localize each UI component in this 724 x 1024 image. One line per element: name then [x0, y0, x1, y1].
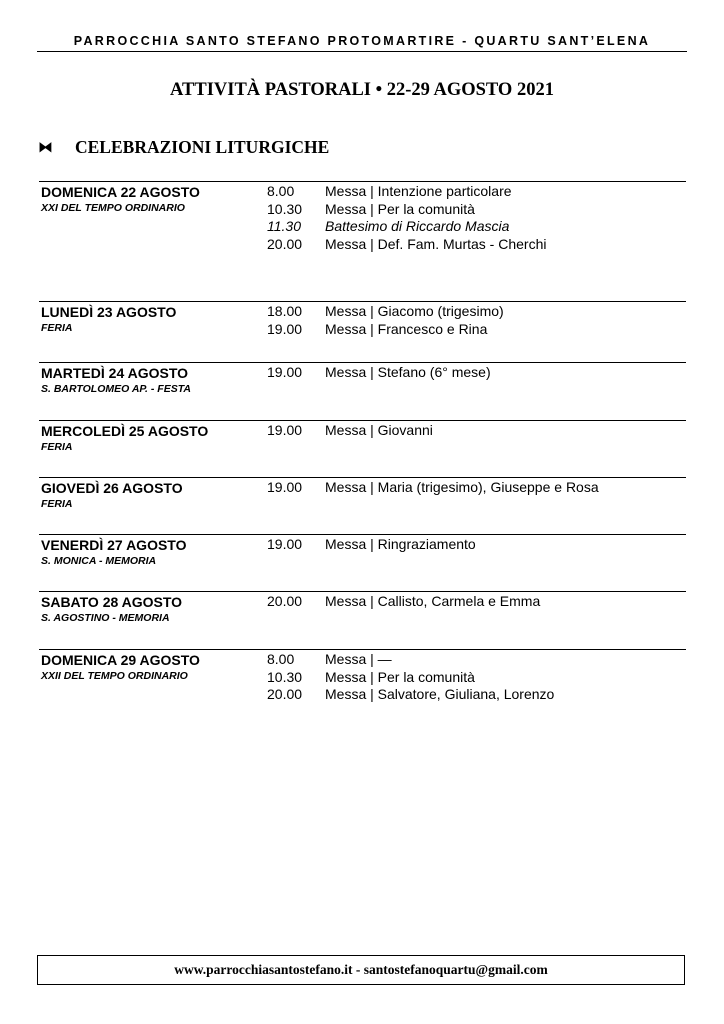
event-description: Messa | — [325, 651, 392, 667]
event-time: 18.00 [267, 303, 303, 319]
event-row [267, 364, 491, 382]
day-block [39, 649, 686, 702]
event-description: Messa | Maria (trigesimo), Giuseppe e Rosa [325, 479, 599, 495]
event-list [267, 651, 554, 704]
bowtie-bullet-icon: ⧓ [38, 138, 53, 156]
day-block [39, 477, 686, 510]
day-block [39, 534, 686, 567]
day-liturgical-note: FERIA [41, 498, 73, 510]
day-liturgical-note: S. MONICA - MEMORIA [41, 555, 157, 567]
event-time: 10.30 [267, 200, 303, 217]
day-liturgical-note: S. AGOSTINO - MEMORIA [41, 612, 170, 624]
day-name: DOMENICA 29 AGOSTO [41, 652, 200, 668]
day-liturgical-note: XXII DEL TEMPO ORDINARIO [41, 670, 188, 682]
event-time: 19.00 [267, 364, 303, 380]
day-name: LUNEDÌ 23 AGOSTO [41, 304, 177, 320]
event-list [267, 183, 546, 253]
event-list [267, 364, 491, 382]
event-description: Messa | Francesco e Rina [325, 320, 488, 337]
event-list [267, 303, 504, 338]
event-description: Battesimo di Riccardo Mascia [325, 218, 510, 234]
day-name: VENERDÌ 27 AGOSTO [41, 537, 187, 553]
day-name: MARTEDÌ 24 AGOSTO [41, 365, 189, 381]
event-row [267, 686, 554, 704]
event-time: 19.00 [267, 320, 303, 337]
event-description: Messa | Giacomo (trigesimo) [325, 303, 504, 319]
section-title: CELEBRAZIONI LITURGICHE [75, 137, 330, 157]
event-time: 20.00 [267, 686, 303, 702]
footer-box [37, 955, 685, 985]
event-time: 10.30 [267, 668, 303, 685]
event-description: Messa | Ringraziamento [325, 536, 476, 552]
event-row [267, 183, 546, 201]
event-row [267, 321, 504, 339]
event-row [267, 303, 504, 321]
event-description: Messa | Def. Fam. Murtas - Cherchi [325, 235, 547, 252]
day-liturgical-note: FERIA [41, 441, 73, 453]
day-block [39, 591, 686, 624]
page-title: ATTIVITÀ PASTORALI • 22-29 AGOSTO 2021 [170, 80, 554, 100]
event-description: Messa | Salvatore, Giuliana, Lorenzo [325, 686, 555, 702]
event-row [267, 479, 599, 497]
event-time: 19.00 [267, 422, 303, 438]
event-row [267, 593, 540, 611]
footer-contact: www.parrocchiasantostefano.it - santostefanoquartu@gmail.com [174, 962, 548, 977]
event-row [267, 236, 546, 254]
event-description: Messa | Giovanni [325, 422, 433, 438]
event-description: Messa | Intenzione particolare [325, 183, 512, 199]
event-time: 20.00 [267, 235, 303, 252]
header-divider [37, 51, 687, 52]
event-list [267, 593, 540, 611]
event-time: 19.00 [267, 536, 303, 552]
parish-name: PARROCCHIA SANTO STEFANO PROTOMARTIRE - QUARTU SANT’ELENA [73, 34, 651, 48]
day-block [39, 420, 686, 453]
event-time: 8.00 [267, 651, 295, 667]
event-row [267, 218, 546, 236]
event-row [267, 669, 554, 687]
event-row [267, 536, 476, 554]
event-row [267, 651, 554, 669]
event-list [267, 536, 476, 554]
day-name: SABATO 28 AGOSTO [41, 594, 183, 610]
event-list [267, 479, 599, 497]
event-row [267, 201, 546, 219]
day-block [39, 181, 686, 252]
event-description: Messa | Stefano (6° mese) [325, 364, 491, 380]
event-list [267, 422, 433, 440]
event-description: Messa | Per la comunità [325, 200, 475, 217]
day-liturgical-note: S. BARTOLOMEO AP. - FESTA [41, 383, 191, 395]
day-block [39, 301, 686, 337]
event-time: 8.00 [267, 183, 295, 199]
day-name: MERCOLEDÌ 25 AGOSTO [41, 423, 209, 439]
event-time: 11.30 [267, 218, 301, 234]
day-block [39, 362, 686, 395]
day-liturgical-note: FERIA [41, 322, 73, 334]
event-description: Messa | Per la comunità [325, 668, 475, 685]
day-liturgical-note: XXI DEL TEMPO ORDINARIO [41, 202, 185, 214]
day-name: DOMENICA 22 AGOSTO [41, 184, 200, 200]
event-description: Messa | Callisto, Carmela e Emma [325, 593, 541, 609]
event-time: 19.00 [267, 479, 303, 495]
day-name: GIOVEDÌ 26 AGOSTO [41, 480, 183, 496]
event-time: 20.00 [267, 593, 303, 609]
event-row [267, 422, 433, 440]
